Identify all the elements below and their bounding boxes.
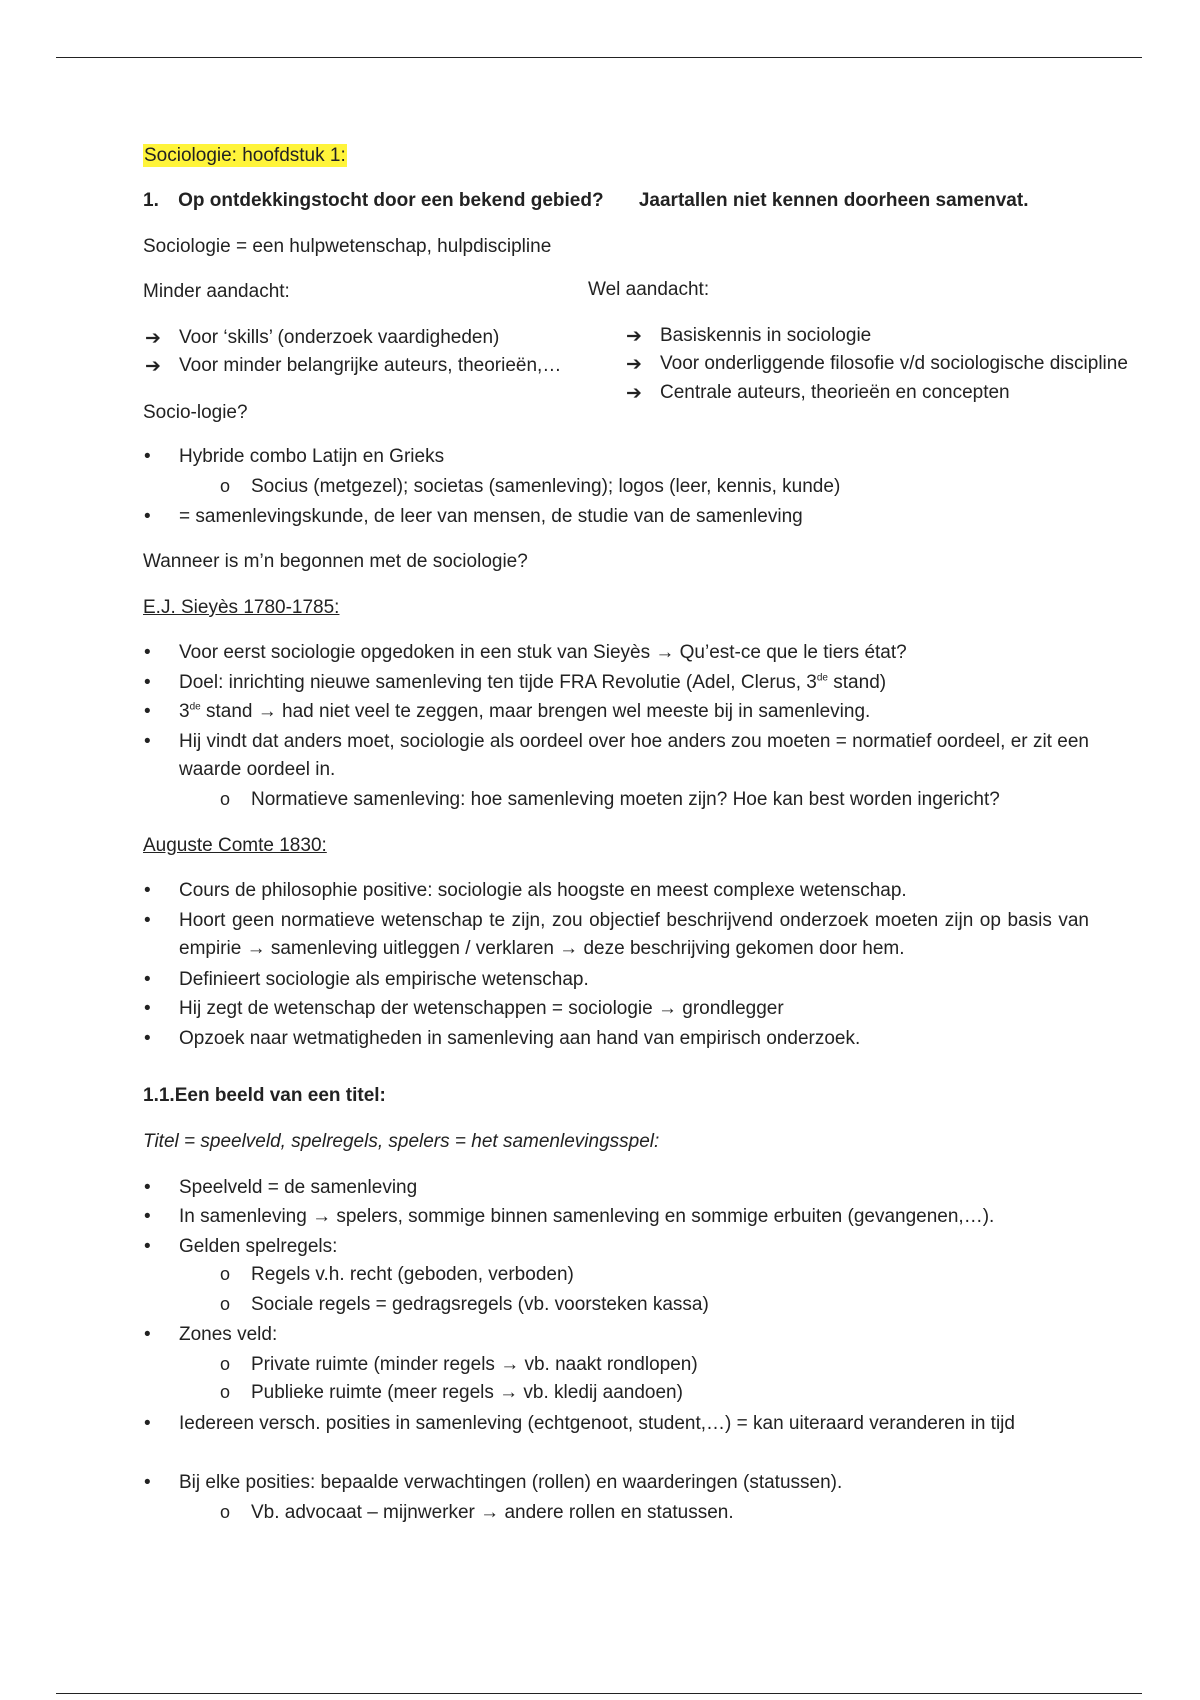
bullet-item: • = samenlevingskunde, de leer van mensen, de studie van de samenleving — [179, 506, 803, 528]
wel-label: Wel aandacht: — [588, 279, 710, 300]
superscript: de — [189, 701, 201, 713]
page-bottom-rule — [56, 1693, 1142, 1694]
heading-2-text: Een beeld van een titel: — [174, 1085, 386, 1106]
arrow-right-icon: ➔ — [145, 328, 161, 349]
minder-item — [145, 327, 500, 349]
arrow-right-icon: ➔ — [626, 354, 642, 375]
bullet-text: stand) — [828, 672, 887, 693]
bullet-item: • Cours de philosophie positive: sociologie als hoogste en meest complexe wetenschap. — [179, 880, 907, 902]
bullet-item: • Hij vindt dat anders moet, sociologie als oordeel over hoe anders zou moeten = normatief oordeel, er zit een waarde oordeel in. — [179, 728, 1089, 784]
bullet-item: • Hoort geen normatieve wetenschap te zijn, zou objectief beschrijvend onderzoek moeten zijn op basis van empirie → samenleving uitleggen / verklaren → deze beschrijving gekomen door hem. — [179, 907, 1089, 963]
bullet-item: • Bij elke posities: bepaalde verwachtingen (rollen) en waarderingen (statussen). — [179, 1472, 842, 1494]
bullet-item — [179, 672, 886, 694]
wel-item — [626, 353, 1128, 375]
sub-bullet-item: o Sociale regels = gedragsregels (vb. voorsteken kassa) — [251, 1294, 709, 1316]
bullet-text: 3 — [179, 701, 190, 722]
sub-bullet-item: o Socius (metgezel); societas (samenleving); logos (leer, kennis, kunde) — [251, 476, 840, 498]
arrow-right-icon: ➔ — [145, 356, 161, 377]
minder-item-text: Voor minder belangrijke auteurs, theorieën,… — [179, 355, 562, 376]
minder-item — [145, 355, 562, 377]
arrow-right-icon: ➔ — [626, 383, 642, 404]
doc-title-text: Sociologie: hoofdstuk 1: — [144, 145, 346, 166]
wanneer-question: Wanneer is m’n begonnen met de sociologie? — [143, 551, 528, 572]
sub-bullet-item: o Normatieve samenleving: hoe samenleving moeten zijn? Hoe kan best worden ingericht? — [251, 789, 1000, 811]
bullet-item: • Hij zegt de wetenschap der wetenschappen = sociologie → grondlegger — [179, 998, 784, 1020]
minder-item-text: Voor ‘skills’ (onderzoek vaardigheden) — [179, 327, 500, 348]
bullet-item: • Gelden spelregels: — [179, 1236, 337, 1258]
comte-heading: Auguste Comte 1830: — [143, 835, 327, 856]
heading-2-number: 1.1. — [143, 1085, 175, 1106]
bullet-item — [179, 701, 870, 723]
arrow-right-icon: ➔ — [626, 326, 642, 347]
minder-label: Minder aandacht: — [143, 281, 290, 302]
sub-bullet-item: o Regels v.h. recht (geboden, verboden) — [251, 1264, 574, 1286]
sub-bullet-item: o Vb. advocaat – mijnwerker → andere rollen en statussen. — [251, 1502, 734, 1524]
wel-item-text: Voor onderliggende filosofie v/d sociologische discipline — [660, 353, 1128, 374]
bullet-item: • Iedereen versch. posities in samenleving (echtgenoot, student,…) = kan uiteraard veranderen in tijd — [179, 1410, 1089, 1438]
superscript: de — [816, 672, 828, 684]
heading-1-note: Jaartallen niet kennen doorheen samenvat. — [638, 190, 1029, 211]
definition-line: Sociologie = een hulpwetenschap, hulpdiscipline — [143, 236, 552, 257]
titel-line: Titel = speelveld, spelregels, spelers = het samenlevingsspel: — [143, 1131, 660, 1152]
bullet-item: • Speelveld = de samenleving — [179, 1177, 417, 1199]
socio-question: Socio-logie? — [143, 402, 248, 423]
heading-1-number: 1. — [143, 190, 159, 211]
wel-item-text: Basiskennis in sociologie — [660, 325, 872, 346]
bullet-text: stand → had niet veel te zeggen, maar brengen wel meeste bij in samenleving. — [200, 701, 871, 722]
sieyes-heading: E.J. Sieyès 1780-1785: — [143, 597, 340, 618]
bullet-item: • In samenleving → spelers, sommige binnen samenleving en sommige erbuiten (gevangenen,…). — [179, 1206, 994, 1228]
bullet-item: • Zones veld: — [179, 1324, 277, 1346]
bullet-item: • Opzoek naar wetmatigheden in samenleving aan hand van empirisch onderzoek. — [179, 1028, 860, 1050]
wel-item — [626, 382, 1010, 404]
heading-1 — [143, 190, 1028, 212]
heading-1-text: Op ontdekkingstocht door een bekend gebied? — [178, 190, 604, 211]
bullet-item: • Hybride combo Latijn en Grieks — [179, 446, 444, 468]
sub-bullet-item: o Publieke ruimte (meer regels → vb. kledij aandoen) — [251, 1382, 683, 1404]
page-top-rule — [56, 57, 1142, 58]
bullet-text: Doel: inrichting nieuwe samenleving ten tijde FRA Revolutie (Adel, Clerus, 3 — [179, 672, 817, 693]
heading-2 — [143, 1085, 386, 1107]
bullet-item: • Voor eerst sociologie opgedoken in een stuk van Sieyès → Qu’est-ce que le tiers état? — [179, 642, 907, 664]
sub-bullet-item: o Private ruimte (minder regels → vb. naakt rondlopen) — [251, 1354, 698, 1376]
wel-item — [626, 325, 872, 347]
wel-item-text: Centrale auteurs, theorieën en concepten — [660, 382, 1010, 403]
doc-title — [143, 145, 347, 167]
bullet-item: • Definieert sociologie als empirische wetenschap. — [179, 969, 589, 991]
